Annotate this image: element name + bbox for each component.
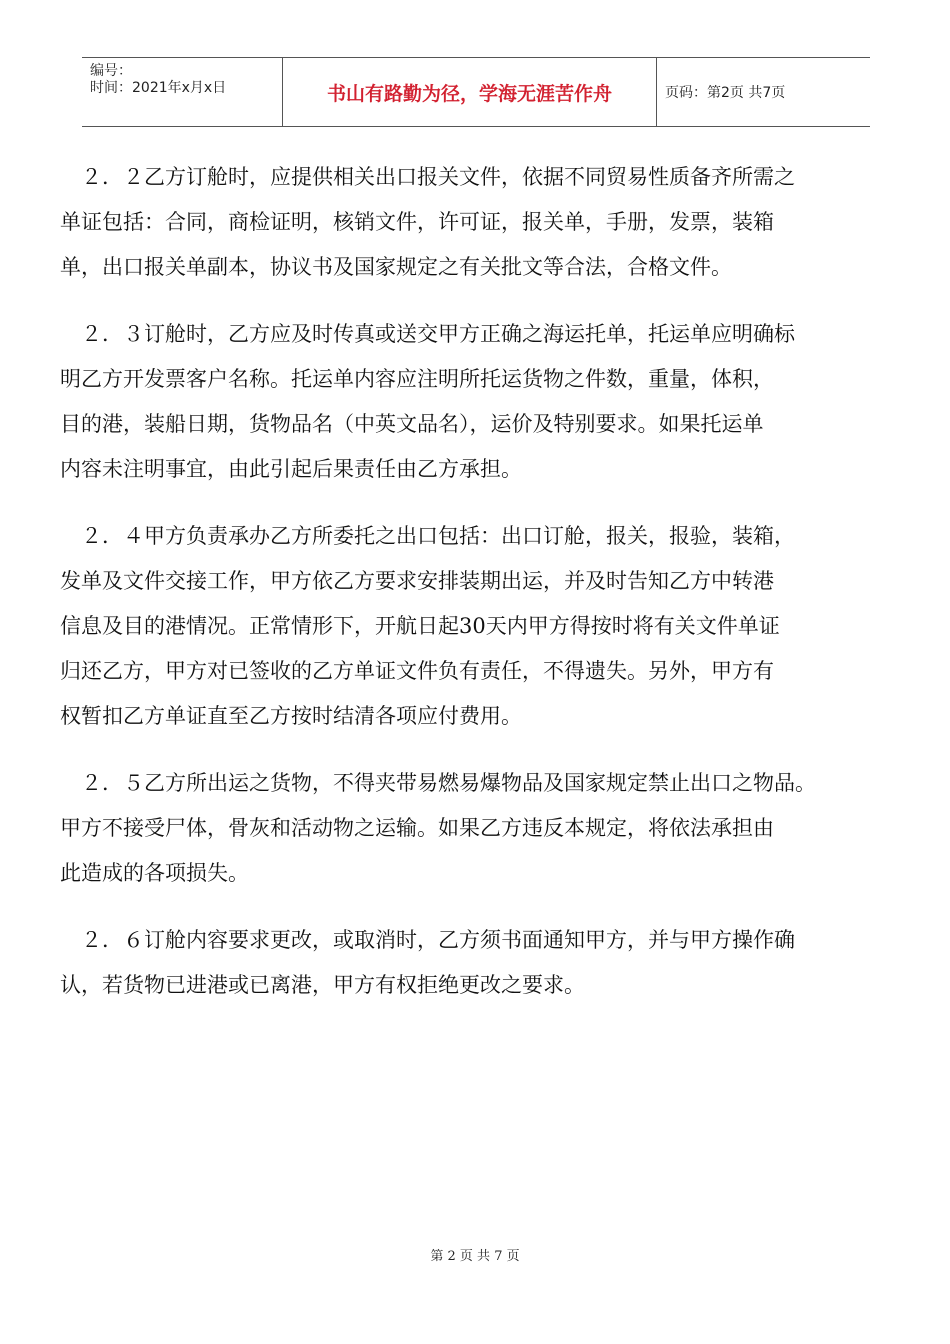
- clause-2-2: [60, 155, 900, 290]
- header-meta: [82, 58, 282, 126]
- clause-2-5: [60, 761, 900, 896]
- text-line: 内容未注明事宜，由此引起后果责任由乙方承担。: [60, 457, 522, 481]
- text-line: ２．３订舱时，乙方应及时传真或送交甲方正确之海运托单，托运单应明确标: [60, 322, 795, 346]
- text-line: 信息及目的港情况。正常情形下，开航日起30天内甲方得按时将有关文件单证: [60, 614, 780, 638]
- text-line: ２．６订舱内容要求更改，或取消时，乙方须书面通知甲方，并与甲方操作确: [60, 928, 795, 952]
- page-number-label: 页码：第2页 共7页: [665, 85, 786, 101]
- clause-2-3: [60, 312, 900, 492]
- text-line: 归还乙方，甲方对已签收的乙方单证文件负有责任，不得遗失。另外，甲方有: [60, 659, 774, 683]
- text-line: 单，出口报关单副本，协议书及国家规定之有关批文等合法，合格文件。: [60, 255, 732, 279]
- text-line: 单证包括：合同，商检证明，核销文件，许可证，报关单，手册，发票，装箱: [60, 210, 774, 234]
- clause-2-4: [60, 514, 900, 739]
- date-label: 时间：2021年x月x日: [90, 80, 227, 96]
- header-motto: [282, 58, 656, 126]
- text-line: 认，若货物已进港或已离港，甲方有权拒绝更改之要求。: [60, 973, 585, 997]
- motto-text: 书山有路勤为径，学海无涯苦作舟: [326, 82, 612, 105]
- text-line: 明乙方开发票客户名称。托运单内容应注明所托运货物之件数，重量，体积，: [60, 367, 774, 391]
- page-footer: [0, 1245, 950, 1264]
- document-body: [60, 155, 900, 1030]
- text-line: 甲方不接受尸体，骨灰和活动物之运输。如果乙方违反本规定，将依法承担由: [60, 816, 774, 840]
- serial-number-label: 编号：: [90, 63, 132, 79]
- text-line: ２．４甲方负责承办乙方所委托之出口包括：出口订舱，报关，报验，装箱，: [60, 524, 795, 548]
- footer-page-number: 第 2 页 共 7 页: [430, 1249, 520, 1264]
- text-line: 此造成的各项损失。: [60, 861, 249, 885]
- text-line: 权暂扣乙方单证直至乙方按时结清各项应付费用。: [60, 704, 522, 728]
- text-line: ２．５乙方所出运之货物，不得夹带易燃易爆物品及国家规定禁止出口之物品。: [60, 771, 816, 795]
- clause-2-6: [60, 918, 900, 1008]
- text-line: 发单及文件交接工作，甲方依乙方要求安排装期出运，并及时告知乙方中转港: [60, 569, 774, 593]
- text-line: 目的港，装船日期，货物品名（中英文品名），运价及特别要求。如果托运单: [60, 412, 764, 436]
- page-header: [82, 57, 870, 127]
- header-page-info: [656, 58, 870, 126]
- text-line: ２．２乙方订舱时，应提供相关出口报关文件，依据不同贸易性质备齐所需之: [60, 165, 795, 189]
